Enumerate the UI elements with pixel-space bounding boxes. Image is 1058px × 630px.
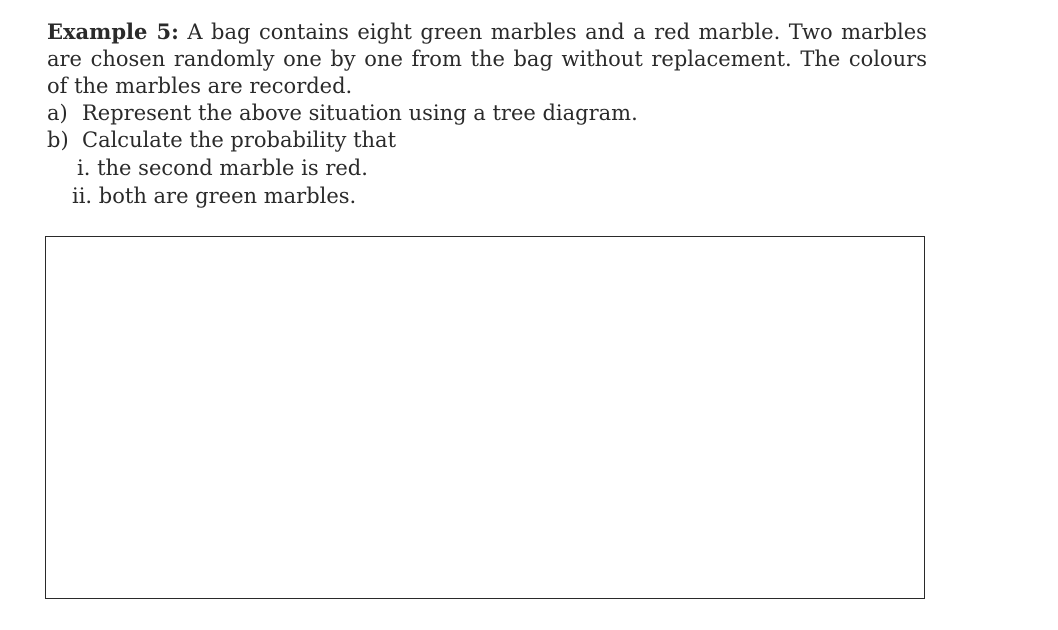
part-a-marker: a) xyxy=(47,101,68,125)
example-text: A bag contains eight green marbles and a red marble. Two marbles are chosen randomly one by one from the bag without replacement. The colours of the marbles are recorded. xyxy=(47,20,927,98)
part-b xyxy=(47,127,927,154)
part-b-marker: b) xyxy=(47,128,69,152)
answer-box[interactable] xyxy=(45,236,925,599)
part-a xyxy=(47,100,927,127)
subpart-ii-marker: ii. xyxy=(72,184,93,208)
subpart-i xyxy=(47,154,927,182)
subpart-ii xyxy=(47,182,927,210)
part-a-text: Represent the above situation using a tree diagram. xyxy=(82,101,638,125)
question-content xyxy=(47,18,927,210)
subpart-ii-text: both are green marbles. xyxy=(98,184,357,208)
subpart-i-text: the second marble is red. xyxy=(97,156,368,180)
example-label: Example 5: xyxy=(47,19,179,44)
question-statement xyxy=(47,18,927,100)
subpart-i-marker: i. xyxy=(77,156,91,180)
part-b-text: Calculate the probability that xyxy=(82,128,397,152)
